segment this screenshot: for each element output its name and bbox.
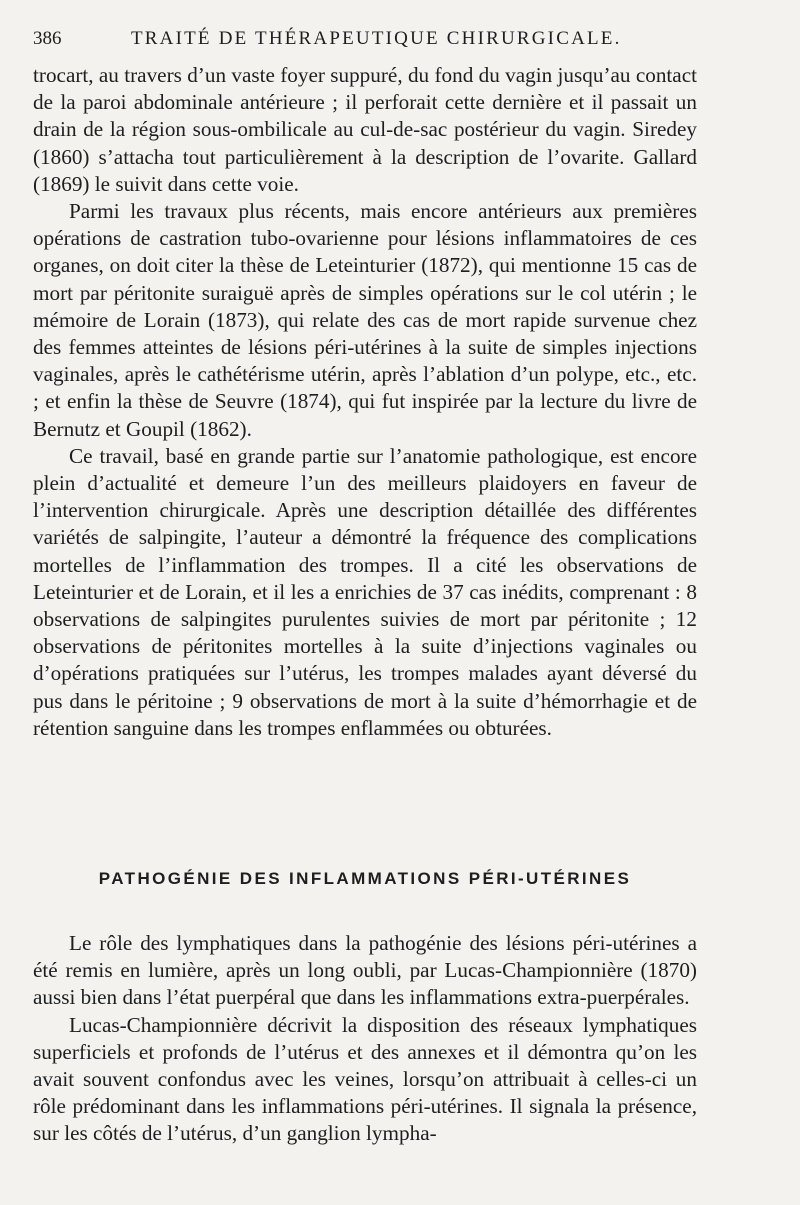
section-body-text [33, 930, 697, 1148]
paragraph-continuation: trocart, au travers d’un vaste foyer suppuré, du fond du vagin jusqu’au contact de la paroi abdominale antérieure ; il perforait cette dernière et il passait un drain de la région sous-ombilicale au cul-de-sac postérieur du vagin. Siredey (1860) s’attacha tout particulièrement à la description de l’ovarite. Gallard (1869) le suivit dans cette voie. [33, 63, 697, 196]
body-text [33, 62, 697, 742]
paragraph: Lucas-Championnière décrivit la disposition des réseaux lymphatiques superficiels et profonds de l’utérus et des annexes et il démontra qu’on les avait souvent confondus avec les veines, lorsqu’on attribuait à celles-ci un rôle prédominant dans les inflammations péri-utérines. Il signala la présence, sur les côtés de l’utérus, d’un ganglion lympha- [33, 1012, 697, 1146]
paragraph: Le rôle des lymphatiques dans la pathogénie des lésions péri-utérines a été remis en lumière, après un long oubli, par Lucas-Championnière (1870) aussi bien dans l’état puerpéral que dans les inflammations extra-puerpérales. [33, 931, 697, 1010]
page-header [33, 28, 753, 54]
page-number: 386 [33, 28, 62, 49]
section-heading: PATHOGÉNIE DES INFLAMMATIONS PÉRI-UTÉRINES [98, 869, 632, 888]
running-title: TRAITÉ DE THÉRAPEUTIQUE CHIRURGICALE. [131, 28, 622, 49]
paragraph: Ce travail, basé en grande partie sur l’anatomie pathologique, est encore plein d’actualité et demeure l’un des meilleurs plaidoyers en faveur de l’intervention chirurgicale. Après une description détaillée des différentes variétés de salpingite, l’auteur a démontré la fréquence des complications mortelles de l’inflammation des trompes. Il a cité les observations de Leteinturier et de Lorain, et il les a enrichies de 37 cas inédits, comprenant : 8 observations de salpingites purulentes suivies de mort par péritonite ; 12 observations de péritonites mortelles à la suite d’injections vaginales ou d’opérations pratiquées sur l’utérus, les trompes malades ayant déversé du pus dans le péritoine ; 9 observations de mort à la suite d’hémorrhagie et de rétention sanguine dans les trompes enflammées ou obturées. [33, 443, 697, 740]
paragraph: Parmi les travaux plus récents, mais encore antérieurs aux premières opérations de castration tubo-ovarienne pour lésions inflammatoires de ces organes, on doit citer la thèse de Leteinturier (1872), qui mentionne 15 cas de mort par péritonite suraiguë après de simples opérations sur le col utérin ; le mémoire de Lorain (1873), qui relate des cas de mort rapide survenue chez des femmes atteintes de lésions péri-utérines à la suite de simples injections vaginales, après le cathétérisme utérin, après l’ablation d’un polype, etc., etc. ; et enfin la thèse de Seuvre (1874), qui fut inspirée par la lecture du livre de Bernutz et Goupil (1862). [33, 199, 697, 441]
